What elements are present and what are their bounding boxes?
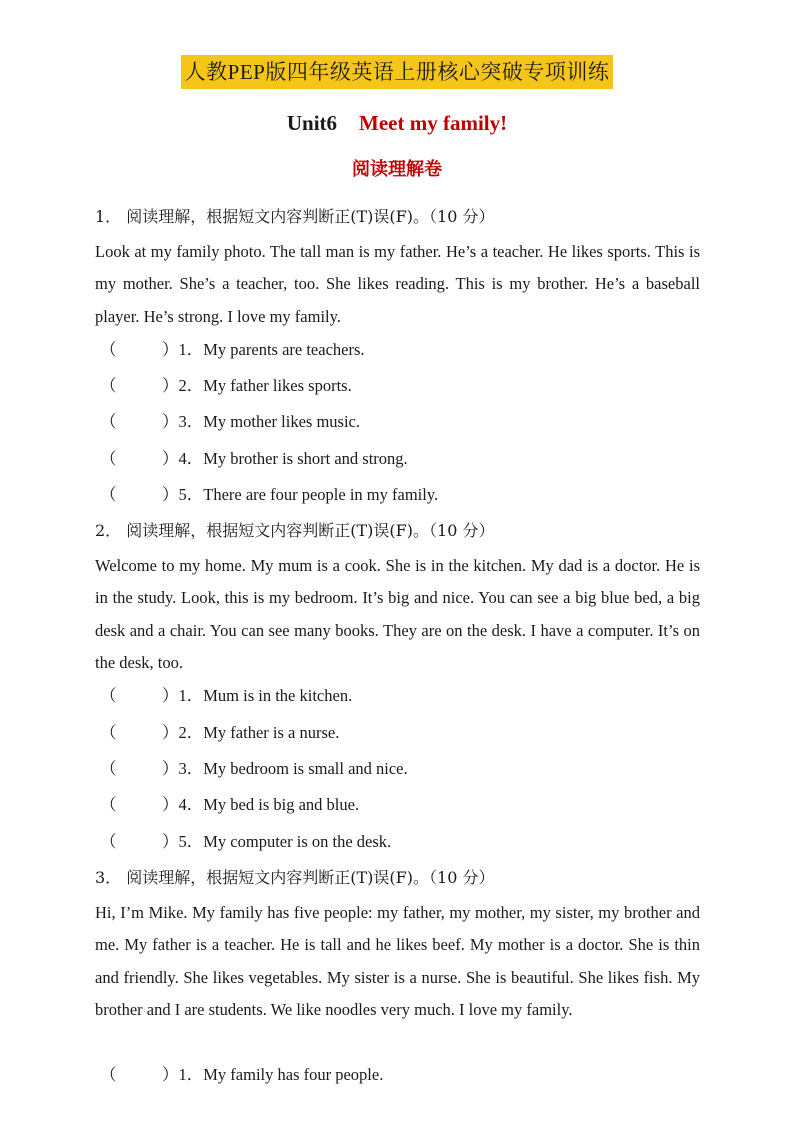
answer-blank[interactable]: （	[100, 449, 117, 468]
answer-blank[interactable]: （	[100, 412, 117, 431]
answer-blank[interactable]: （	[100, 723, 117, 742]
answer-blank[interactable]: （	[100, 832, 117, 851]
question-3-passage: Hi, I’m Mike. My family has five people: my father, my mother, my sister, my brother and me. My father is a teacher. He is tall and he likes beef. My mother is a doctor. She is thin and friendly. She likes vegetables. My sister is a nurse. She is beautiful. She likes fish. My brother and I are students. We like noodles very much. I love my family.	[95, 903, 700, 1019]
worksheet-title: 人教PEP版四年级英语上册核心突破专项训练	[181, 55, 614, 89]
question-3-heading: 3． 阅读理解，根据短文内容判断正(T)误(F)。（10 分）	[95, 868, 495, 887]
unit-heading	[0, 108, 794, 138]
answer-blank[interactable]: （	[100, 376, 117, 395]
answer-blank[interactable]: （	[100, 340, 117, 359]
question-2-item-1: （ ）1．Mum is in the kitchen.	[100, 684, 352, 708]
question-2-heading: 2． 阅读理解，根据短文内容判断正(T)误(F)。（10 分）	[95, 521, 495, 540]
question-1-item-3: （ ）3．My mother likes music.	[100, 410, 360, 434]
answer-blank[interactable]: （	[100, 795, 117, 814]
question-1-item-2: （ ）2．My father likes sports.	[100, 374, 352, 398]
question-1-item-5: （ ）5．There are four people in my family.	[100, 483, 438, 507]
question-2-passage: Welcome to my home. My mum is a cook. She is in the kitchen. My dad is a doctor. He is in the study. Look, this is my bedroom. It’s big and nice. You can see a big blue bed, a big desk and a chair. You can see many books. They are on the desk. I have a computer. It’s on the desk, too.	[95, 556, 700, 672]
unit-number: Unit6	[286, 111, 338, 135]
question-1-heading: 1． 阅读理解，根据短文内容判断正(T)误(F)。（10 分）	[95, 207, 495, 226]
title-bar	[0, 55, 794, 89]
answer-blank[interactable]: （	[100, 759, 117, 778]
answer-blank[interactable]: （	[100, 686, 117, 705]
question-1-item-1: （ ）1．My parents are teachers.	[100, 338, 365, 362]
question-2-item-4: （ ）4．My bed is big and blue.	[100, 793, 359, 817]
question-1-passage: Look at my family photo. The tall man is my father. He’s a teacher. He likes sports. This is my mother. She’s a teacher, too. She likes reading. This is my brother. He’s a baseball player. He’s strong. I love my family.	[95, 242, 700, 326]
answer-blank[interactable]: （	[100, 1065, 117, 1084]
question-3-item-1: （ ）1．My family has four people.	[100, 1063, 383, 1087]
paper-subtitle: 阅读理解卷	[352, 159, 442, 180]
question-2-item-5: （ ）5．My computer is on the desk.	[100, 830, 391, 854]
question-1-item-4: （ ）4．My brother is short and strong.	[100, 447, 408, 471]
unit-name: Meet my family!	[359, 111, 508, 135]
answer-blank[interactable]: （	[100, 485, 117, 504]
question-2-item-3: （ ）3．My bedroom is small and nice.	[100, 757, 408, 781]
question-2-item-2: （ ）2．My father is a nurse.	[100, 721, 339, 745]
